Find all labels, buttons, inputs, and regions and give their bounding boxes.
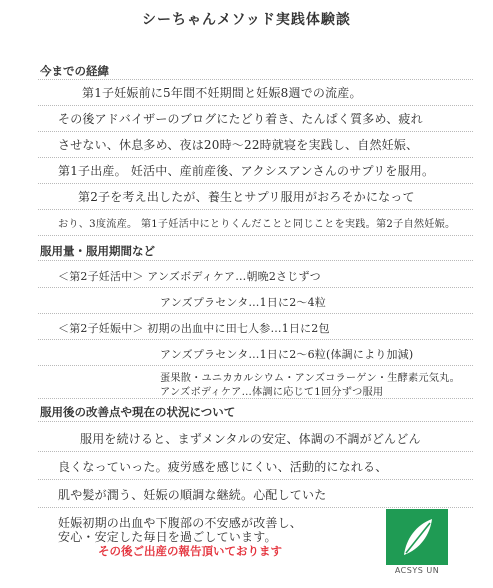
results-heading: 服用後の改善点や現在の状況について bbox=[40, 405, 236, 419]
history-line: その後アドバイザーのブログにたどり着き、たんぱく質多め、疲れ bbox=[58, 112, 423, 126]
divider bbox=[38, 105, 473, 106]
history-line: 第2子を考え出したが、養生とサプリ服用がおろそかになって bbox=[78, 190, 415, 204]
history-line: おり、3度流産。 第1子妊活中にとりくんだことと同じことを実践。第2子自然妊娠。 bbox=[58, 219, 456, 230]
divider bbox=[38, 365, 473, 366]
dosage-line: ＜第2子妊活中＞ アンズボディケア…朝晩2さじずつ bbox=[58, 270, 321, 283]
divider bbox=[38, 157, 473, 158]
logo-text: ACSYS UN bbox=[394, 566, 440, 575]
dosage-line: アンズプラセンタ…1日に2～4粒 bbox=[160, 296, 326, 309]
results-line: 肌や髪が潤う、妊娠の順調な継続。心配していた bbox=[58, 488, 327, 502]
divider bbox=[38, 79, 473, 80]
divider bbox=[38, 507, 473, 508]
divider bbox=[38, 260, 473, 261]
divider bbox=[38, 235, 473, 236]
divider bbox=[38, 339, 473, 340]
dosage-line: 蛋果散・ユニカカルシウム・アンズコラーゲン・生酵素元気丸。 bbox=[160, 373, 460, 384]
results-line: 安心・安定した毎日を過ごしています。 bbox=[58, 530, 277, 544]
dosage-line: アンズボディケア…体調に応じて1回分ずつ服用 bbox=[160, 387, 384, 398]
dosage-line: ＜第2子妊娠中＞ 初期の出血中に田七人参…1日に2包 bbox=[58, 322, 330, 335]
dosage-line: アンズプラセンタ…1日に2～6粒(体調により加減) bbox=[160, 348, 414, 361]
divider bbox=[38, 451, 473, 452]
history-line: 第1子出産。 妊活中、産前産後、アクシスアンさんのサプリを服用。 bbox=[58, 164, 435, 178]
divider bbox=[38, 209, 473, 210]
acsys-un-logo bbox=[386, 509, 448, 577]
leaf-icon bbox=[386, 509, 448, 565]
results-line: 妊娠初期の出血や下腹部の不安感が改善し、 bbox=[58, 516, 303, 530]
divider bbox=[38, 287, 473, 288]
history-heading: 今までの経緯 bbox=[40, 64, 109, 78]
history-line: 第1子妊娠前に5年間不妊期間と妊娠8週での流産。 bbox=[82, 86, 362, 100]
divider bbox=[38, 479, 473, 480]
divider bbox=[38, 313, 473, 314]
results-line: 良くなっていった。疲労感を感じにくい、活動的になれる、 bbox=[58, 460, 388, 474]
logo-background bbox=[386, 509, 448, 565]
divider bbox=[38, 398, 473, 399]
page-title: シーちゃんメソッド実践体験談 bbox=[142, 12, 351, 28]
history-line: させない、休息多め、夜は20時～22時就寝を実践し、自然妊娠、 bbox=[58, 138, 419, 152]
dosage-heading: 服用量・服用期間など bbox=[40, 244, 155, 258]
footer-note: その後ご出産の報告頂いております bbox=[98, 544, 282, 558]
divider bbox=[38, 421, 473, 422]
results-line: 服用を続けると、まずメンタルの安定、体調の不調がどんどん bbox=[80, 432, 421, 446]
divider bbox=[38, 131, 473, 132]
divider bbox=[38, 183, 473, 184]
